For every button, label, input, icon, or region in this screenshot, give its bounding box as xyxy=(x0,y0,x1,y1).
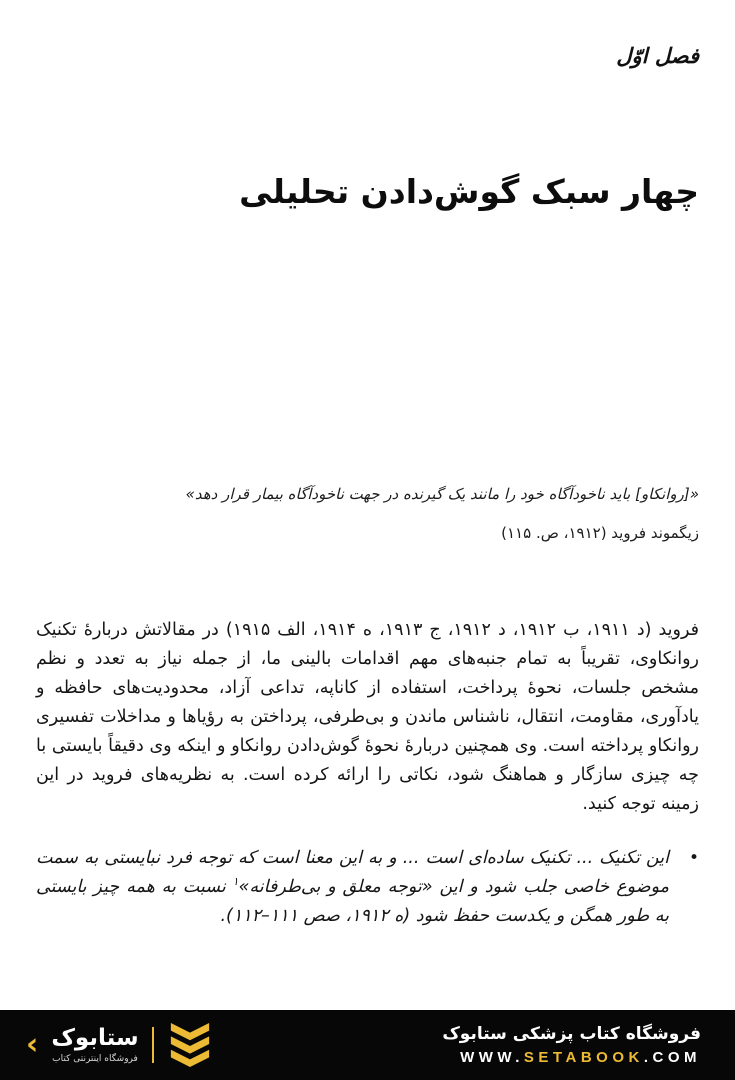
logo-block xyxy=(51,1026,138,1063)
store-title: فروشگاه کتاب پزشکی ستابوک xyxy=(442,1024,701,1044)
bullet-item xyxy=(36,844,699,931)
epigraph xyxy=(36,482,699,542)
bullet-text-b: نسبت به همه چیز بایستی به طور همگن و یکدست حفظ شود (ه ۱۹۱۲، صص ۱۱۱–۱۱۲). xyxy=(36,876,669,926)
epigraph-quote: «[روانکاو] باید ناخودآگاه خود را مانند یک گیرنده در جهت ناخودآگاه بیمار قرار دهد» xyxy=(185,485,699,503)
epigraph-attribution: زیگموند فروید (۱۹۱۲، ص. ۱۱۵) xyxy=(501,523,699,542)
footer-info xyxy=(442,1024,701,1066)
bullet-text-a: این تکنیک ... تکنیک ساده‌ای است ... و به این معنا است که توجه فرد نبایستی به سمت موضوع خاصی جلب شود و این «توجه معلق و بی‌طرفانه» xyxy=(36,847,669,897)
website-url xyxy=(442,1049,701,1066)
url-prefix: WWW. xyxy=(460,1049,524,1066)
footer-divider xyxy=(152,1027,154,1063)
logo-accent-icon: ‹ xyxy=(26,1027,39,1062)
chapter-label: فصل اوّل xyxy=(616,44,699,68)
url-suffix: .COM xyxy=(643,1049,701,1066)
chevron-emblem-icon xyxy=(167,1023,213,1067)
logo-subtext: فروشگاه اینترنتی کتاب xyxy=(52,1053,138,1064)
logo-wordmark: ستابوک xyxy=(51,1025,139,1052)
bullet-text xyxy=(36,844,669,931)
setabook-logo xyxy=(26,1023,213,1067)
body-text xyxy=(36,598,699,931)
bullet-marker: • xyxy=(688,847,699,868)
url-brand: SETABOOK xyxy=(523,1049,644,1066)
page-title: چهار سبک گوش‌دادن تحلیلی xyxy=(239,172,699,212)
body-paragraph: فروید (د ۱۹۱۱، ب ۱۹۱۲، د ۱۹۱۲، ج ۱۹۱۳، ه ۱۹۱۴، الف ۱۹۱۵) در مقالاتش دربارهٔ تکنیک روانکاوی، تقریباً به تمام جنبه‌های مهم اقدامات بالینی ما، از جمله نیاز به تعدد و نظم مشخص جلسات، نحوهٔ پرداخت، استفاده از کاناپه، تداعی آزاد، محدودیت‌های حافظه و یادآوری، مقاومت، انتقال، ناشناس ماندن و بی‌طرفی، پرداختن به رؤیاها و مداخلات تفسیری روانکاو پرداخته است. وی همچنین دربارهٔ نحوهٔ گوش‌دادن روانکاو و اینکه وی دقیقاً بایستی با چه چیزی سازگار و هماهنگ شود، نکاتی را ارائه کرده است. به نظریه‌های فروید در این زمینه توجه کنید. xyxy=(36,619,700,814)
footer-bar xyxy=(0,1010,735,1080)
footnote-marker: ۱ xyxy=(232,874,239,888)
